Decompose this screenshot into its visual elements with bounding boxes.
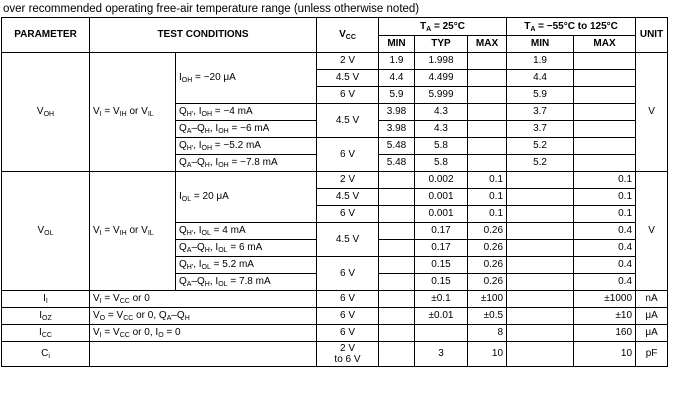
max-ext-cell <box>574 70 636 87</box>
max-cell: ±100 <box>468 291 507 308</box>
typ-cell: 3 <box>415 342 468 367</box>
table-row <box>2 53 668 70</box>
cond-cell: $Q_{H'}$, $I_{OH} = -4$ mA <box>176 104 317 121</box>
max-ext-cell: 0.4 <box>574 274 636 291</box>
vcc-cell: 4.5 V <box>317 104 379 138</box>
cond-cell: $Q_{H'}$, $I_{OL} = 4$ mA <box>176 223 317 240</box>
min-ext-cell: 3.7 <box>507 121 574 138</box>
typ-cell: 5.8 <box>415 155 468 172</box>
min-cell <box>379 223 415 240</box>
max-ext-cell: ±1000 <box>574 291 636 308</box>
vcc-cell: 2 V <box>317 53 379 70</box>
table-row <box>2 308 668 325</box>
max-ext-cell: 10 <box>574 342 636 367</box>
electrical-characteristics-table <box>1 17 668 367</box>
typ-cell: 0.001 <box>415 189 468 206</box>
typ-cell: 0.15 <box>415 274 468 291</box>
vcc-cell: 2 V <box>317 172 379 189</box>
param-vol: $V_{OL}$ <box>2 172 90 291</box>
max-cell: 0.26 <box>468 257 507 274</box>
min-cell <box>379 206 415 223</box>
min-ext-cell: 5.2 <box>507 155 574 172</box>
min-ext-cell <box>507 291 574 308</box>
header-ta-extended: $T_A = -55^\circ C$ to 125°C <box>507 18 636 36</box>
table-row <box>2 342 668 367</box>
table-row <box>2 325 668 342</box>
max-ext-cell <box>574 104 636 121</box>
max-ext-cell: 0.1 <box>574 172 636 189</box>
table-caption: over recommended operating free-air temperature range (unless otherwise noted) <box>3 3 420 15</box>
max-cell: 0.1 <box>468 172 507 189</box>
vcc-cell: 6 V <box>317 87 379 104</box>
min-ext-cell: 1.9 <box>507 53 574 70</box>
typ-cell: 0.17 <box>415 223 468 240</box>
unit-ci: pF <box>636 342 668 367</box>
vcc-cell: 6 V <box>317 308 379 325</box>
header-max: MAX <box>468 36 507 53</box>
cond-cell: $Q_{H'}$, $I_{OH} = -5.2$ mA <box>176 138 317 155</box>
min-cell <box>379 291 415 308</box>
header-max-ext: MAX <box>574 36 636 53</box>
vcc-cell: 6 V <box>317 291 379 308</box>
max-ext-cell: 0.4 <box>574 257 636 274</box>
typ-cell: 4.3 <box>415 121 468 138</box>
header-ta-25: $T_A = 25^\circ C$ <box>379 18 507 36</box>
table-row <box>2 291 668 308</box>
header-parameter: PARAMETER <box>2 18 90 53</box>
max-cell: 0.26 <box>468 240 507 257</box>
typ-cell: 5.8 <box>415 138 468 155</box>
vcc-cell: 6 V <box>317 138 379 172</box>
min-cell: 1.9 <box>379 53 415 70</box>
header-unit: UNIT <box>636 18 668 53</box>
min-ext-cell <box>507 325 574 342</box>
unit-ioz: μA <box>636 308 668 325</box>
min-cell <box>379 172 415 189</box>
param-ii: $I_I$ <box>2 291 90 308</box>
max-ext-cell <box>574 121 636 138</box>
min-cell <box>379 308 415 325</box>
min-cell <box>379 257 415 274</box>
max-cell <box>468 121 507 138</box>
min-cell: 4.4 <box>379 70 415 87</box>
max-ext-cell: 0.1 <box>574 189 636 206</box>
min-cell: 3.98 <box>379 104 415 121</box>
unit-icc: μA <box>636 325 668 342</box>
unit-vol: V <box>636 172 668 291</box>
max-ext-cell: 0.4 <box>574 223 636 240</box>
typ-cell <box>415 325 468 342</box>
vcc-cell: 2 V to 6 V <box>317 342 379 367</box>
max-cell: 0.1 <box>468 189 507 206</box>
typ-cell: 0.17 <box>415 240 468 257</box>
cond-icc: $V_I = V_{CC}$ or 0, $I_O = 0$ <box>90 325 317 342</box>
min-ext-cell: 3.7 <box>507 104 574 121</box>
max-cell <box>468 104 507 121</box>
min-ext-cell <box>507 274 574 291</box>
typ-cell: 0.15 <box>415 257 468 274</box>
max-cell <box>468 138 507 155</box>
min-cell: 5.48 <box>379 155 415 172</box>
max-ext-cell <box>574 155 636 172</box>
min-ext-cell: 5.9 <box>507 87 574 104</box>
max-cell <box>468 87 507 104</box>
min-ext-cell: 5.2 <box>507 138 574 155</box>
max-cell <box>468 53 507 70</box>
max-cell <box>468 155 507 172</box>
cond-cell: $Q_A-Q_H$, $I_{OH} = -6$ mA <box>176 121 317 138</box>
header-test-conditions: TEST CONDITIONS <box>90 18 317 53</box>
min-ext-cell <box>507 257 574 274</box>
min-cell <box>379 342 415 367</box>
min-cell: 3.98 <box>379 121 415 138</box>
min-ext-cell: 4.4 <box>507 70 574 87</box>
max-ext-cell: 0.1 <box>574 206 636 223</box>
max-ext-cell <box>574 53 636 70</box>
min-ext-cell <box>507 172 574 189</box>
param-ci: $C_i$ <box>2 342 90 367</box>
unit-voh: V <box>636 53 668 172</box>
max-cell: 0.26 <box>468 223 507 240</box>
header-typ: TYP <box>415 36 468 53</box>
cond-cell: $Q_A-Q_H$, $I_{OL} = 6$ mA <box>176 240 317 257</box>
max-ext-cell: 0.4 <box>574 240 636 257</box>
max-ext-cell: ±10 <box>574 308 636 325</box>
cond-ioz: $V_O = V_{CC}$ or 0, $Q_A-Q_H$ <box>90 308 317 325</box>
max-cell: 8 <box>468 325 507 342</box>
vcc-cell: 4.5 V <box>317 223 379 257</box>
cond-ioh-20ua: $I_{OH} = -20$ μA <box>176 53 317 104</box>
min-cell <box>379 325 415 342</box>
max-cell <box>468 70 507 87</box>
vcc-cell: 6 V <box>317 257 379 291</box>
max-cell: ±0.5 <box>468 308 507 325</box>
header-min-ext: MIN <box>507 36 574 53</box>
min-ext-cell <box>507 342 574 367</box>
min-cell <box>379 189 415 206</box>
cond-cell: $Q_A-Q_H$, $I_{OH} = -7.8$ mA <box>176 155 317 172</box>
max-ext-cell <box>574 138 636 155</box>
unit-ii: nA <box>636 291 668 308</box>
typ-cell: 4.3 <box>415 104 468 121</box>
cond-iol-20ua: $I_{OL} = 20$ μA <box>176 172 317 223</box>
typ-cell: ±0.1 <box>415 291 468 308</box>
min-cell: 5.9 <box>379 87 415 104</box>
typ-cell: 4.499 <box>415 70 468 87</box>
typ-cell: 0.001 <box>415 206 468 223</box>
cond-ii: $V_I = V_{CC}$ or 0 <box>90 291 317 308</box>
cond-cell: $Q_{H'}$, $I_{OL} = 5.2$ mA <box>176 257 317 274</box>
param-ioz: $I_{OZ}$ <box>2 308 90 325</box>
max-cell: 10 <box>468 342 507 367</box>
vcc-cell: 6 V <box>317 206 379 223</box>
min-cell <box>379 240 415 257</box>
min-ext-cell <box>507 240 574 257</box>
table-row <box>2 172 668 189</box>
typ-cell: 5.999 <box>415 87 468 104</box>
param-voh: $V_{OH}$ <box>2 53 90 172</box>
cond-ci <box>90 342 317 367</box>
max-ext-cell: 160 <box>574 325 636 342</box>
min-cell: 5.48 <box>379 138 415 155</box>
min-ext-cell <box>507 189 574 206</box>
header-min: MIN <box>379 36 415 53</box>
cond-cell: $Q_A-Q_H$, $I_{OL} = 7.8$ mA <box>176 274 317 291</box>
param-icc: $I_{CC}$ <box>2 325 90 342</box>
min-ext-cell <box>507 308 574 325</box>
min-ext-cell <box>507 223 574 240</box>
header-vcc: $V_{CC}$ <box>317 18 379 53</box>
vcc-cell: 4.5 V <box>317 70 379 87</box>
cond-voh: $V_I = V_{IH}$ or $V_{IL}$ <box>90 53 176 172</box>
vcc-cell: 6 V <box>317 325 379 342</box>
typ-cell: 0.002 <box>415 172 468 189</box>
typ-cell: 1.998 <box>415 53 468 70</box>
max-cell: 0.1 <box>468 206 507 223</box>
min-ext-cell <box>507 206 574 223</box>
max-ext-cell <box>574 87 636 104</box>
header-row-1 <box>2 18 668 36</box>
cond-vol: $V_I = V_{IH}$ or $V_{IL}$ <box>90 172 176 291</box>
min-cell <box>379 274 415 291</box>
typ-cell: ±0.01 <box>415 308 468 325</box>
vcc-cell: 4.5 V <box>317 189 379 206</box>
max-cell: 0.26 <box>468 274 507 291</box>
